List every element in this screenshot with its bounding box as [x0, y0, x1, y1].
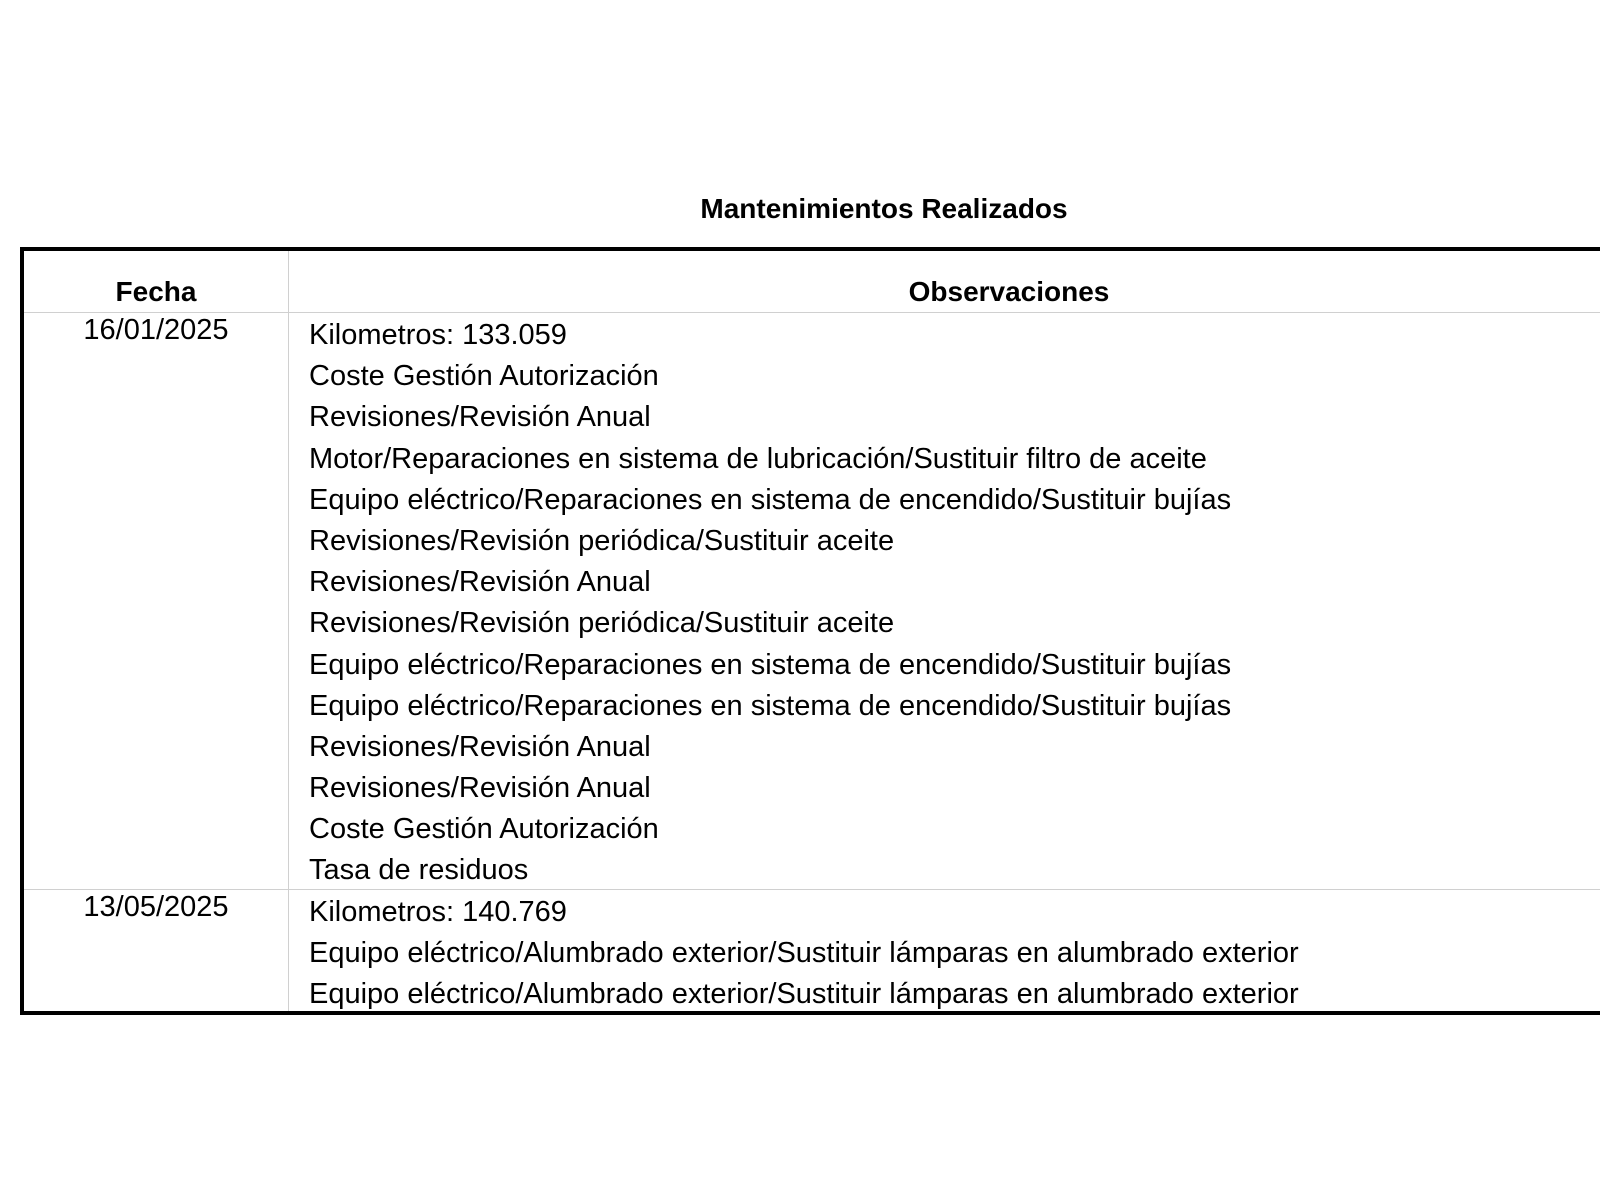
observation-line: Coste Gestión Autorización — [309, 813, 659, 846]
row-observations — [309, 892, 1600, 1016]
observation-line: Revisiones/Revisión Anual — [309, 566, 651, 599]
observation-line: Equipo eléctrico/Reparaciones en sistema de encendido/Sustituir bujías — [309, 483, 1232, 516]
row-date: 16/01/2025 — [83, 314, 229, 346]
observation-line: Revisiones/Revisión periódica/Sustituir aceite — [309, 607, 895, 640]
table-row — [24, 890, 1600, 1015]
document-title: Mantenimientos Realizados — [700, 193, 1068, 224]
observation-line: Revisiones/Revisión Anual — [309, 772, 651, 805]
table-row — [24, 313, 1600, 890]
observation-line: Coste Gestión Autorización — [309, 360, 659, 393]
row-observations — [309, 315, 1600, 892]
row-date: 13/05/2025 — [83, 891, 229, 923]
observation-line: Tasa de residuos — [309, 854, 529, 887]
observation-line: Revisiones/Revisión Anual — [309, 730, 651, 763]
observation-line: Equipo eléctrico/Alumbrado exterior/Sustituir lámparas en alumbrado exterior — [309, 937, 1299, 970]
observation-line: Equipo eléctrico/Reparaciones en sistema de encendido/Sustituir bujías — [309, 648, 1232, 681]
observation-line: Revisiones/Revisión Anual — [309, 401, 651, 434]
maintenance-table — [20, 247, 1600, 1015]
observation-line: Kilometros: 140.769 — [309, 896, 567, 928]
table-header-row — [24, 251, 1600, 313]
observation-line: Kilometros: 133.059 — [309, 319, 567, 351]
observation-line: Equipo eléctrico/Alumbrado exterior/Sustituir lámparas en alumbrado exterior — [309, 978, 1299, 1011]
observation-line: Equipo eléctrico/Reparaciones en sistema de encendido/Sustituir bujías — [309, 689, 1232, 722]
observation-line: Revisiones/Revisión periódica/Sustituir aceite — [309, 524, 895, 557]
header-observaciones: Observaciones — [908, 276, 1110, 307]
observation-line: Motor/Reparaciones en sistema de lubricación/Sustituir filtro de aceite — [309, 442, 1207, 475]
header-fecha: Fecha — [115, 276, 197, 307]
